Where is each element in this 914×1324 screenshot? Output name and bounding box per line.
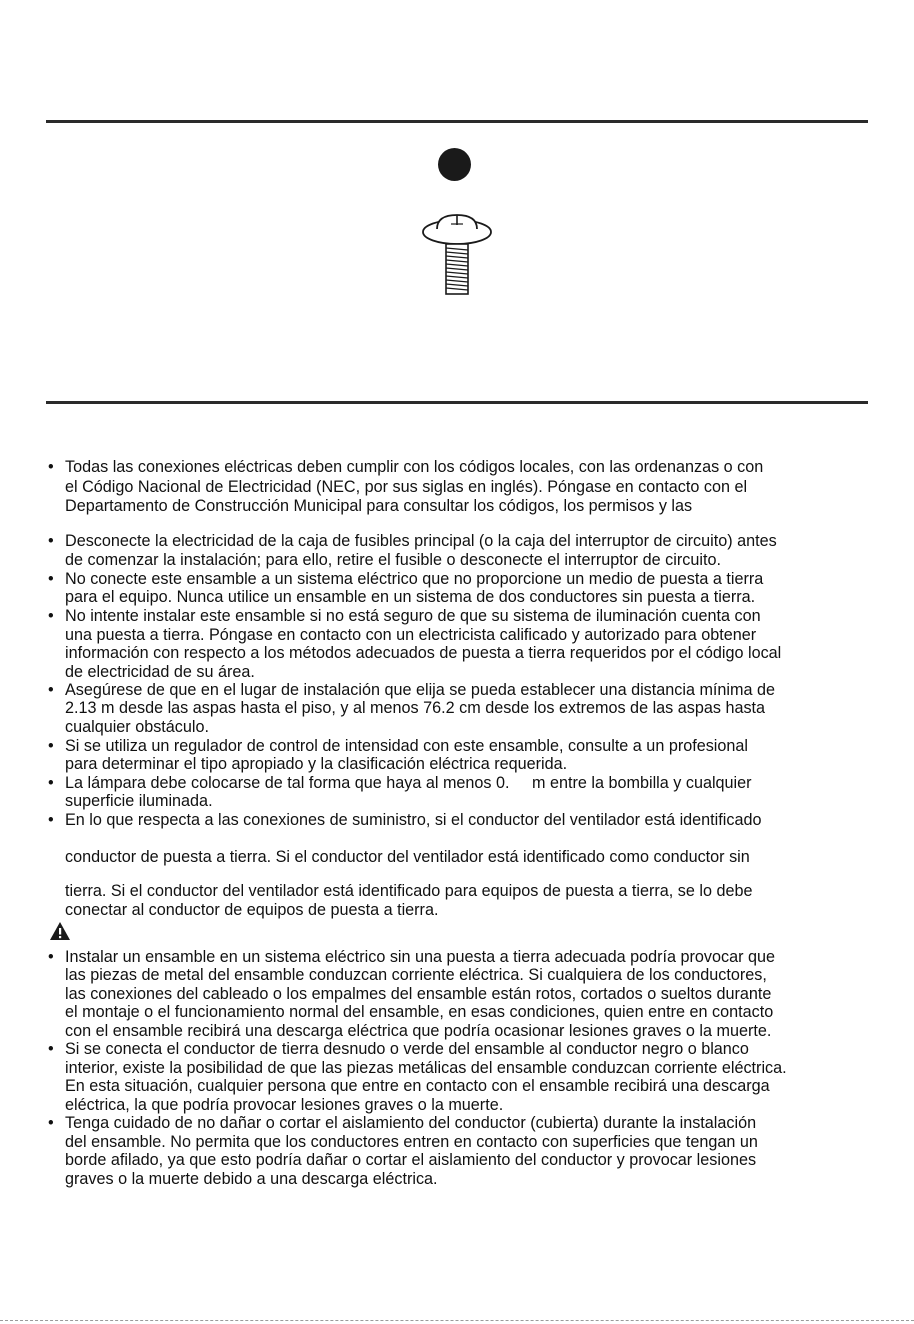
- top-divider: [46, 120, 868, 123]
- text-line: 2.13 m desde las aspas hasta el piso, y al menos 76.2 cm desde los extremos de las aspas hasta: [65, 699, 766, 717]
- text-line: las conexiones del cableado o los empalmes del ensamble están rotos, cortados o sueltos durante: [65, 985, 772, 1003]
- text-line: conectar al conductor de equipos de puesta a tierra.: [65, 901, 439, 919]
- bullet-marker: •: [48, 607, 54, 625]
- text-line: No intente instalar este ensamble si no está seguro de que su sistema de iluminación cuenta con: [65, 607, 761, 625]
- text-line: cualquier obstáculo.: [65, 718, 209, 736]
- text-line: con el ensamble recibirá una descarga eléctrica que podría ocasionar lesiones graves o la muerte.: [65, 1022, 772, 1040]
- screw-icon: [417, 211, 497, 297]
- text-line: para determinar el tipo apropiado y la clasificación eléctrica requerida.: [65, 755, 568, 773]
- bullet-marker: •: [48, 458, 54, 476]
- text-line: Departamento de Construcción Municipal para consultar los códigos, los permisos y las: [65, 497, 693, 515]
- page-edge-line: [0, 1320, 914, 1321]
- bullet-marker: •: [48, 948, 54, 966]
- text-line: una puesta a tierra. Póngase en contacto con un electricista calificado y autorizado para obtener: [65, 626, 757, 644]
- text-line: las piezas de metal del ensamble conduzcan corriente eléctrica. Si cualquiera de los conductores,: [65, 966, 767, 984]
- text-line: del ensamble. No permita que los conductores entren en contacto con superficies que tengan un: [65, 1133, 758, 1151]
- text-line: Desconecte la electricidad de la caja de fusibles principal (o la caja del interruptor de circuito) antes: [65, 532, 777, 550]
- section-divider: [46, 401, 868, 404]
- warning-triangle-icon: [49, 921, 71, 941]
- text-line: eléctrica, la que podría provocar lesiones graves o la muerte.: [65, 1096, 504, 1114]
- text-line: Asegúrese de que en el lugar de instalación que elija se pueda establecer una distancia mínima de: [65, 681, 776, 699]
- bullet-marker: •: [48, 570, 54, 588]
- text-line: el montaje o el funcionamiento normal del ensamble, en esas condiciones, quien entre en contacto: [65, 1003, 774, 1021]
- text-line: Instalar un ensamble en un sistema eléctrico sin una puesta a tierra adecuada podría provocar que: [65, 948, 775, 966]
- bullet-marker: •: [48, 737, 54, 755]
- text-line: graves o la muerte debido a una descarga eléctrica.: [65, 1170, 438, 1188]
- text-line: conductor de puesta a tierra. Si el conductor del ventilador está identificado como conductor sin: [65, 848, 750, 866]
- text-line: interior, existe la posibilidad de que las piezas metálicas del ensamble conduzcan corriente eléctrica.: [65, 1059, 787, 1077]
- text-line: de electricidad de su área.: [65, 663, 255, 681]
- text-line: el Código Nacional de Electricidad (NEC, por sus siglas en inglés). Póngase en contacto con el: [65, 478, 748, 496]
- part-marker-dot: [438, 148, 471, 181]
- bullet-marker: •: [48, 811, 54, 829]
- text-line: de comenzar la instalación; para ello, retire el fusible o desconecte el interruptor de circuito.: [65, 551, 721, 569]
- text-line: Todas las conexiones eléctricas deben cumplir con los códigos locales, con las ordenanzas o con: [65, 458, 764, 476]
- text-line: No conecte este ensamble a un sistema eléctrico que no proporcione un medio de puesta a tierra: [65, 570, 764, 588]
- text-line: Si se utiliza un regulador de control de intensidad con este ensamble, consulte a un profesional: [65, 737, 749, 755]
- bullet-marker: •: [48, 1114, 54, 1132]
- text-line: En esta situación, cualquier persona que entre en contacto con el ensamble recibirá una descarga: [65, 1077, 770, 1095]
- text-line: tierra. Si el conductor del ventilador está identificado para equipos de puesta a tierra, se lo debe: [65, 882, 753, 900]
- text-line: Tenga cuidado de no dañar o cortar el aislamiento del conductor (cubierta) durante la instalación: [65, 1114, 757, 1132]
- text-line: información con respecto a los métodos adecuados de puesta a tierra requeridos por el código local: [65, 644, 782, 662]
- text-line: para el equipo. Nunca utilice un ensamble en un sistema de dos conductores sin puesta a tierra.: [65, 588, 756, 606]
- text-line: borde afilado, ya que esto podría dañar o cortar el aislamiento del conductor y provocar lesiones: [65, 1151, 757, 1169]
- bullet-marker: •: [48, 774, 54, 792]
- text-line: superficie iluminada.: [65, 792, 213, 810]
- bullet-marker: •: [48, 681, 54, 699]
- text-line: La lámpara debe colocarse de tal forma que haya al menos 0. m entre la bombilla y cualquier: [65, 774, 752, 792]
- text-line: En lo que respecta a las conexiones de suministro, si el conductor del ventilador está identificado: [65, 811, 762, 829]
- bullet-marker: •: [48, 1040, 54, 1058]
- text-line: Si se conecta el conductor de tierra desnudo o verde del ensamble al conductor negro o blanco: [65, 1040, 749, 1058]
- bullet-marker: •: [48, 532, 54, 550]
